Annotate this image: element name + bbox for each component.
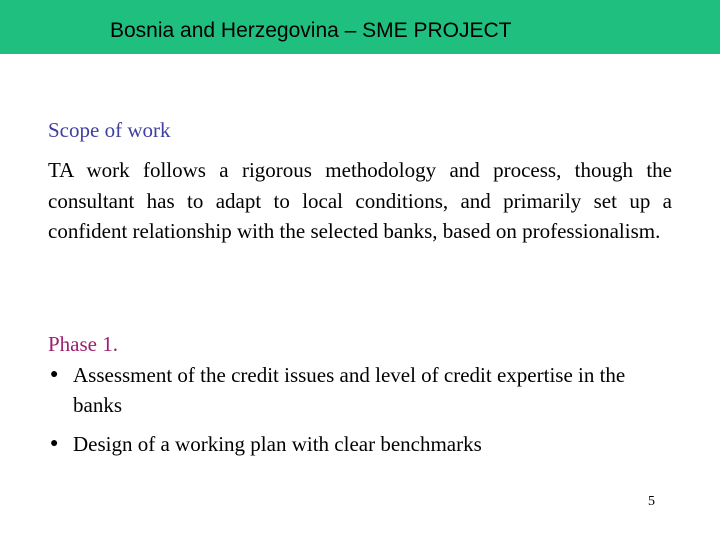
bullet-item-design: [48, 429, 672, 459]
phase-title: Phase 1.: [48, 332, 118, 356]
header-bar: [0, 0, 720, 54]
section-title: Scope of work: [48, 118, 171, 142]
bullet-item-assessment: [48, 360, 672, 420]
header-title: Bosnia and Herzegovina – SME PROJECT: [110, 19, 512, 42]
body-paragraph: TA work follows a rigorous methodology and process, though the consultant has to adapt to local conditions, and primarily set up a confident relationship with the selected banks, based on professionalism.: [48, 158, 672, 243]
bullet-icon: ●: [50, 436, 59, 451]
bullet-text: Assessment of the credit issues and level of credit expertise in the banks: [73, 363, 626, 417]
page-number: 5: [648, 494, 655, 509]
bullet-text: Design of a working plan with clear benchmarks: [73, 432, 482, 456]
bullet-icon: ●: [50, 367, 59, 382]
